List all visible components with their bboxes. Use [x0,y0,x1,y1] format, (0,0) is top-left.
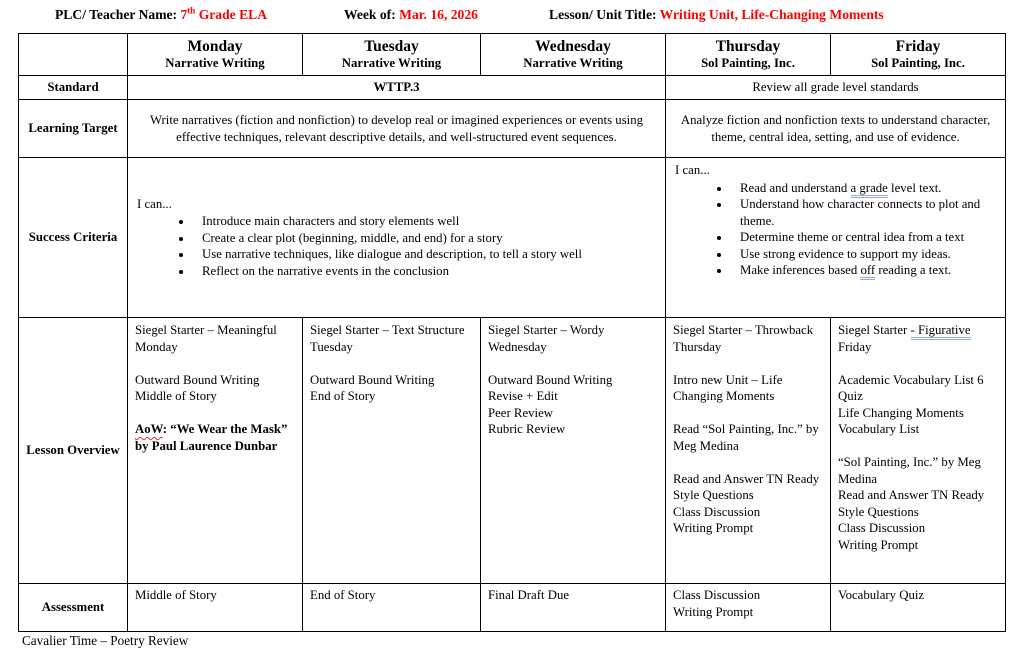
grammar-mark: a grade [851,181,888,198]
success-criteria-mon-wed-cell [128,158,666,318]
day-header-thursday: Thursday Sol Painting, Inc. [666,34,831,76]
grammar-mark: Figurative [915,323,971,340]
success-criteria-row-label: Success Criteria [19,158,128,318]
standard-thu-fri-cell: Review all grade level standards [666,76,1006,100]
success-criteria-row [19,158,1006,318]
lesson-overview-row [19,318,1006,584]
grammar-mark: - [911,323,915,340]
lesson-overview-wednesday-cell: Siegel Starter – Wordy Wednesday Outward Bound Writing Revise + Edit Peer Review Rubric Review [481,318,666,584]
i-can-intro: I can... [137,196,172,211]
aow-entry: AoW: “We Wear the Mask” by Paul Laurence Dunbar [135,422,288,453]
assessment-wednesday-cell: Final Draft Due [481,584,666,632]
day-header-friday: Friday Sol Painting, Inc. [831,34,1006,76]
lesson-overview-row-label: Lesson Overview [19,318,128,584]
assessment-friday-cell: Vocabulary Quiz [831,584,1006,632]
teacher-name-label: PLC/ Teacher Name: [55,7,178,22]
lesson-overview-friday-cell: Siegel Starter - Figurative Friday Academic Vocabulary List 6 Quiz Life Changing Moments Vocabulary List “Sol Painting, Inc.” by Meg Medina Read and Answer TN Ready Style Questions Class Discussion Writing Prompt [831,318,1006,584]
spelling-mark: AoW [135,422,163,436]
list-item: • Use narrative techniques, like dialogue and description, to tell a story well [193,246,656,263]
list-item: • Create a clear plot (beginning, middle, and end) for a story [193,230,656,247]
list-item: • Understand how character connects to plot and theme. [731,196,996,229]
corner-cell [19,34,128,76]
lesson-overview-tuesday-cell: Siegel Starter – Text Structure Tuesday Outward Bound Writing End of Story [303,318,481,584]
day-header-monday: Monday Narrative Writing [128,34,303,76]
lesson-plan-table [18,33,1006,632]
assessment-thursday-cell: Class Discussion Writing Prompt [666,584,831,632]
standard-row [19,76,1006,100]
standard-row-label: Standard [19,76,128,100]
list-item: • Introduce main characters and story elements well [193,213,656,230]
i-can-intro: I can... [675,163,710,177]
list-item: • Make inferences based off reading a text. [731,262,996,279]
day-header-tuesday: Tuesday Narrative Writing [303,34,481,76]
assessment-row-label: Assessment [19,584,128,632]
week-of-label: Week of: [344,7,396,22]
day-header-wednesday: Wednesday Narrative Writing [481,34,666,76]
list-item: • Determine theme or central idea from a text [731,229,996,246]
teacher-name-field [55,7,267,23]
assessment-tuesday-cell: End of Story [303,584,481,632]
list-item: • Read and understand a grade level text. [731,180,996,197]
success-criteria-thu-fri-cell [666,158,1006,318]
learning-target-row-label: Learning Target [19,100,128,158]
unit-title-field [549,7,884,23]
unit-title-value: Writing Unit, Life-Changing Moments [659,7,884,22]
success-criteria-list [675,180,996,279]
footer-note: Cavalier Time – Poetry Review [22,633,189,648]
week-of-value: Mar. 16, 2026 [399,7,478,22]
lesson-overview-monday-cell: Siegel Starter – Meaningful Monday Outward Bound Writing Middle of Story AoW: “We Wear the Mask” by Paul Laurence Dunbar [128,318,303,584]
unit-title-label: Lesson/ Unit Title: [549,7,657,22]
grammar-mark: off [860,263,875,280]
learning-target-row [19,100,1006,158]
learning-target-mon-wed-cell: Write narratives (fiction and nonfiction) to develop real or imagined experiences or events using effective techniques, relevant descriptive details, and well-structured event sequences. [128,100,666,158]
standard-mon-wed-cell: WTTP.3 [128,76,666,100]
list-item: • Reflect on the narrative events in the conclusion [193,263,656,280]
success-criteria-list [137,213,656,279]
day-header-row [19,34,1006,76]
siegel-starter-friday: Siegel Starter - Figurative Friday [838,323,971,354]
learning-target-thu-fri-cell: Analyze fiction and nonfiction texts to understand character, theme, central idea, setting, and use of evidence. [666,100,1006,158]
assessment-monday-cell: Middle of Story [128,584,303,632]
week-of-field [344,7,478,23]
teacher-name-value: 7th Grade ELA [180,5,268,22]
list-item: • Use strong evidence to support my ideas. [731,246,996,263]
lesson-overview-thursday-cell: Siegel Starter – Throwback Thursday Intro new Unit – Life Changing Moments Read “Sol Painting, Inc.” by Meg Medina Read and Answer TN Ready Style Questions Class Discussion Writing Prompt [666,318,831,584]
assessment-row [19,584,1006,632]
